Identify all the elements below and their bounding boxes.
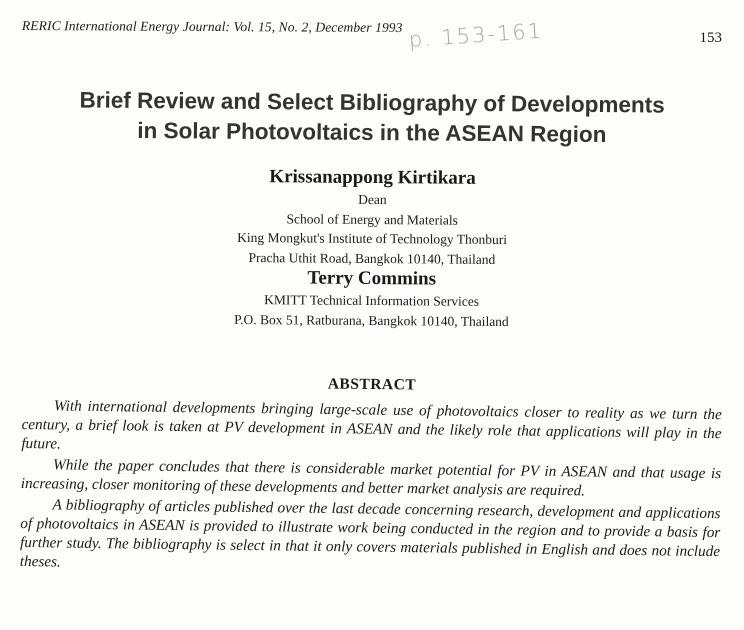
abstract-body	[20, 396, 722, 582]
abstract-heading: ABSTRACT	[327, 375, 417, 394]
handwritten-page-range-note: p. 153-161	[408, 18, 544, 52]
author-1-department: School of Energy and Materials	[286, 210, 459, 228]
author-2-address: P.O. Box 51, Ratburana, Bangkok 10140, Thailand	[234, 311, 509, 329]
abstract-paragraph-3: A bibliography of articles published over the last decade concerning research, development and applications of photovoltaics in ASEAN is provided to illustrate work being conducted in the region and to provide a basis for further study. The bibliography is select in that it only covers materials published in English and does not include theses.	[19, 496, 721, 571]
author-1-address: Pracha Uthit Road, Bangkok 10140, Thailand	[248, 249, 496, 267]
title-line-1: Brief Review and Select Bibliography of Developments	[79, 87, 665, 118]
author-1-name: Krissanappong Kirtikara	[269, 166, 476, 189]
running-head: RERIC International Energy Journal: Vol. 15, No. 2, December 1993	[21, 18, 403, 35]
paper-title	[0, 85, 744, 151]
abstract-paragraph-1: With international developments bringing large-scale use of photovoltaics closer to reality as we turn the century, a brief look is taken at PV development in ASEAN and the likely role that applications will play in the future.	[21, 397, 722, 453]
author-1-position: Dean	[358, 191, 387, 208]
abstract-paragraph-2: While the paper concludes that there is considerable market potential for PV in ASEAN and that usage is increasing, closer monitoring of these developments and better market analysis are required.	[20, 456, 722, 500]
page-number: 153	[699, 30, 722, 46]
author-block	[0, 163, 744, 333]
author-2-name: Terry Commins	[307, 267, 437, 290]
author-1-institution: King Mongkut's Institute of Technology Thonburi	[237, 229, 508, 248]
title-line-2: in Solar Photovoltaics in the ASEAN Region	[137, 117, 607, 148]
author-2-organization: KMITT Technical Information Services	[264, 292, 480, 309]
